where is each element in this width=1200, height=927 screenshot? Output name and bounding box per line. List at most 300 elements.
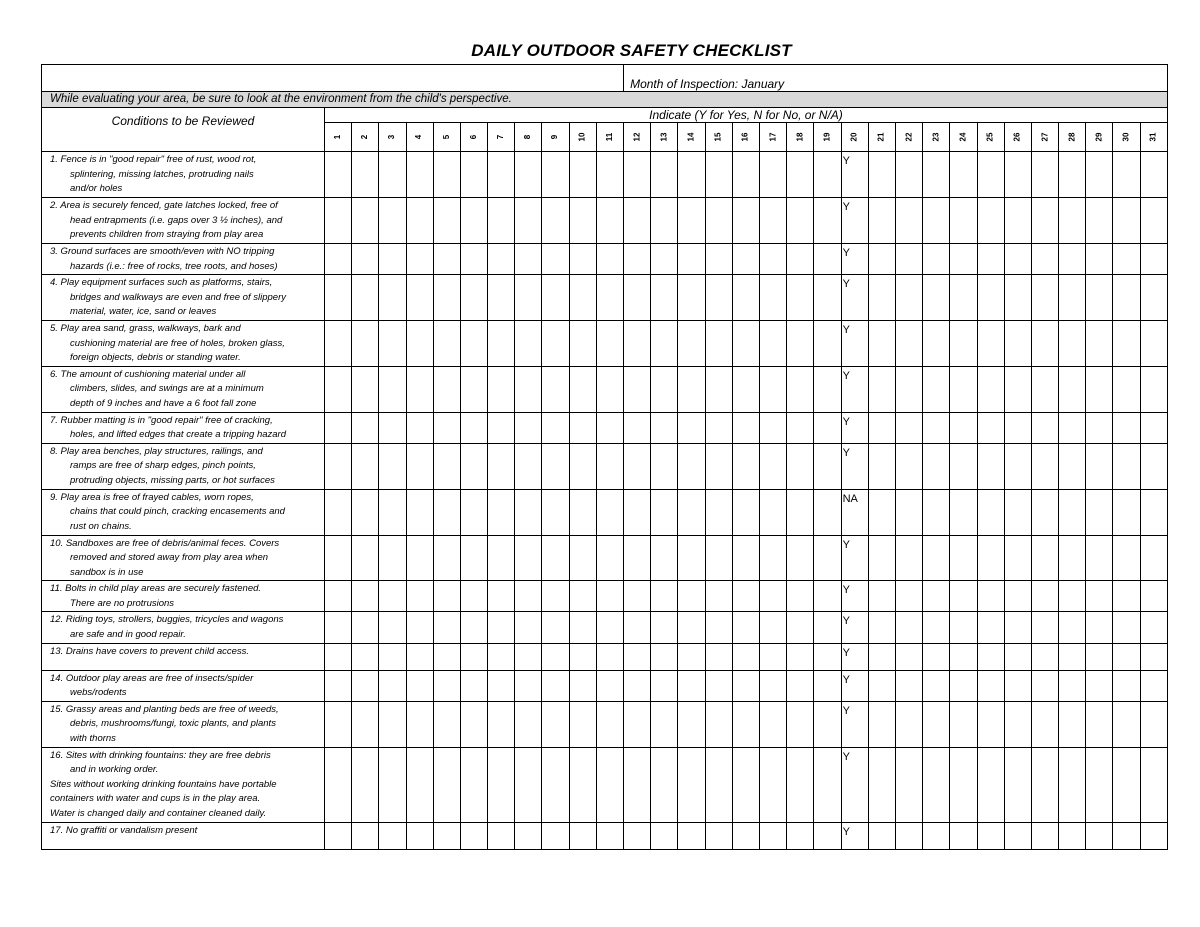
mark-cell-day-8[interactable]: [515, 443, 542, 489]
mark-cell-day-21[interactable]: [868, 822, 895, 849]
mark-cell-day-1[interactable]: [324, 366, 351, 412]
mark-cell-day-20[interactable]: [841, 822, 868, 849]
mark-cell-day-4[interactable]: [406, 443, 433, 489]
mark-cell-day-30[interactable]: [1113, 244, 1140, 275]
mark-cell-day-21[interactable]: [868, 412, 895, 443]
mark-cell-day-9[interactable]: [542, 670, 569, 701]
mark-cell-day-17[interactable]: [760, 275, 787, 321]
mark-cell-day-28[interactable]: [1059, 320, 1086, 366]
mark-cell-day-7[interactable]: [488, 198, 515, 244]
mark-cell-day-19[interactable]: [814, 822, 841, 849]
mark-cell-day-5[interactable]: [433, 670, 460, 701]
mark-cell-day-26[interactable]: [1004, 489, 1031, 535]
mark-cell-day-1[interactable]: [324, 412, 351, 443]
mark-cell-day-27[interactable]: [1031, 443, 1058, 489]
mark-cell-day-7[interactable]: [488, 747, 515, 822]
mark-cell-day-9[interactable]: [542, 535, 569, 581]
mark-cell-day-4[interactable]: [406, 366, 433, 412]
mark-cell-day-10[interactable]: [569, 643, 596, 670]
mark-cell-day-12[interactable]: [624, 412, 651, 443]
mark-cell-day-24[interactable]: [950, 535, 977, 581]
mark-cell-day-20[interactable]: [841, 643, 868, 670]
mark-cell-day-9[interactable]: [542, 643, 569, 670]
mark-cell-day-13[interactable]: [651, 320, 678, 366]
mark-cell-day-3[interactable]: [379, 643, 406, 670]
mark-cell-day-29[interactable]: [1086, 244, 1113, 275]
mark-cell-day-13[interactable]: [651, 670, 678, 701]
mark-cell-day-12[interactable]: [624, 701, 651, 747]
mark-cell-day-11[interactable]: [596, 747, 623, 822]
mark-cell-day-17[interactable]: [760, 320, 787, 366]
mark-cell-day-28[interactable]: [1059, 275, 1086, 321]
mark-cell-day-2[interactable]: [352, 412, 379, 443]
mark-cell-day-4[interactable]: [406, 612, 433, 643]
mark-cell-day-4[interactable]: [406, 412, 433, 443]
mark-cell-day-12[interactable]: [624, 822, 651, 849]
mark-cell-day-5[interactable]: [433, 244, 460, 275]
mark-cell-day-11[interactable]: [596, 670, 623, 701]
mark-cell-day-12[interactable]: [624, 443, 651, 489]
mark-cell-day-20[interactable]: [841, 275, 868, 321]
mark-cell-day-3[interactable]: [379, 412, 406, 443]
mark-cell-day-13[interactable]: [651, 701, 678, 747]
mark-cell-day-17[interactable]: [760, 643, 787, 670]
mark-cell-day-13[interactable]: [651, 643, 678, 670]
mark-cell-day-1[interactable]: [324, 244, 351, 275]
mark-cell-day-19[interactable]: [814, 670, 841, 701]
mark-cell-day-27[interactable]: [1031, 535, 1058, 581]
mark-cell-day-6[interactable]: [460, 275, 487, 321]
mark-cell-day-23[interactable]: [923, 443, 950, 489]
mark-cell-day-8[interactable]: [515, 612, 542, 643]
mark-cell-day-28[interactable]: [1059, 366, 1086, 412]
mark-cell-day-5[interactable]: [433, 535, 460, 581]
mark-cell-day-16[interactable]: [732, 412, 759, 443]
mark-cell-day-31[interactable]: [1140, 489, 1167, 535]
mark-cell-day-3[interactable]: [379, 670, 406, 701]
mark-cell-day-2[interactable]: [352, 198, 379, 244]
mark-cell-day-27[interactable]: [1031, 612, 1058, 643]
mark-cell-day-24[interactable]: [950, 747, 977, 822]
mark-cell-day-14[interactable]: [678, 612, 705, 643]
mark-cell-day-1[interactable]: [324, 320, 351, 366]
mark-cell-day-2[interactable]: [352, 244, 379, 275]
mark-cell-day-15[interactable]: [705, 747, 732, 822]
mark-cell-day-9[interactable]: [542, 747, 569, 822]
mark-cell-day-24[interactable]: [950, 412, 977, 443]
mark-cell-day-6[interactable]: [460, 535, 487, 581]
mark-cell-day-23[interactable]: [923, 412, 950, 443]
mark-cell-day-3[interactable]: [379, 320, 406, 366]
mark-cell-day-21[interactable]: [868, 275, 895, 321]
mark-cell-day-27[interactable]: [1031, 701, 1058, 747]
mark-cell-day-26[interactable]: [1004, 320, 1031, 366]
mark-cell-day-9[interactable]: [542, 366, 569, 412]
mark-cell-day-2[interactable]: [352, 320, 379, 366]
mark-cell-day-26[interactable]: [1004, 535, 1031, 581]
mark-cell-day-13[interactable]: [651, 822, 678, 849]
mark-cell-day-24[interactable]: [950, 670, 977, 701]
mark-cell-day-26[interactable]: [1004, 198, 1031, 244]
mark-cell-day-30[interactable]: [1113, 612, 1140, 643]
mark-cell-day-22[interactable]: [895, 443, 922, 489]
mark-cell-day-4[interactable]: [406, 670, 433, 701]
mark-cell-day-22[interactable]: [895, 275, 922, 321]
mark-cell-day-22[interactable]: [895, 701, 922, 747]
mark-cell-day-14[interactable]: [678, 412, 705, 443]
mark-cell-day-17[interactable]: [760, 535, 787, 581]
mark-cell-day-25[interactable]: [977, 581, 1004, 612]
mark-cell-day-31[interactable]: [1140, 366, 1167, 412]
mark-cell-day-16[interactable]: [732, 443, 759, 489]
mark-cell-day-2[interactable]: [352, 701, 379, 747]
mark-cell-day-10[interactable]: [569, 152, 596, 198]
mark-cell-day-29[interactable]: [1086, 489, 1113, 535]
mark-cell-day-28[interactable]: [1059, 612, 1086, 643]
mark-cell-day-8[interactable]: [515, 701, 542, 747]
mark-cell-day-1[interactable]: [324, 822, 351, 849]
mark-cell-day-11[interactable]: [596, 581, 623, 612]
mark-cell-day-16[interactable]: [732, 244, 759, 275]
mark-cell-day-20[interactable]: [841, 152, 868, 198]
mark-cell-day-11[interactable]: [596, 244, 623, 275]
mark-cell-day-18[interactable]: [787, 275, 814, 321]
mark-cell-day-14[interactable]: [678, 320, 705, 366]
mark-cell-day-27[interactable]: [1031, 275, 1058, 321]
mark-cell-day-9[interactable]: [542, 581, 569, 612]
mark-cell-day-31[interactable]: [1140, 670, 1167, 701]
mark-cell-day-19[interactable]: [814, 412, 841, 443]
mark-cell-day-15[interactable]: [705, 535, 732, 581]
mark-cell-day-14[interactable]: [678, 701, 705, 747]
mark-cell-day-7[interactable]: [488, 320, 515, 366]
mark-cell-day-21[interactable]: [868, 701, 895, 747]
mark-cell-day-17[interactable]: [760, 489, 787, 535]
mark-cell-day-25[interactable]: [977, 701, 1004, 747]
mark-cell-day-10[interactable]: [569, 489, 596, 535]
mark-cell-day-26[interactable]: [1004, 670, 1031, 701]
mark-cell-day-29[interactable]: [1086, 701, 1113, 747]
mark-cell-day-17[interactable]: [760, 152, 787, 198]
mark-cell-day-31[interactable]: [1140, 275, 1167, 321]
mark-cell-day-22[interactable]: [895, 822, 922, 849]
mark-cell-day-6[interactable]: [460, 198, 487, 244]
mark-cell-day-31[interactable]: [1140, 412, 1167, 443]
mark-cell-day-24[interactable]: [950, 701, 977, 747]
mark-cell-day-9[interactable]: [542, 701, 569, 747]
mark-cell-day-18[interactable]: [787, 412, 814, 443]
mark-cell-day-14[interactable]: [678, 366, 705, 412]
mark-cell-day-22[interactable]: [895, 747, 922, 822]
mark-cell-day-19[interactable]: [814, 489, 841, 535]
mark-cell-day-21[interactable]: [868, 535, 895, 581]
mark-cell-day-17[interactable]: [760, 443, 787, 489]
mark-cell-day-8[interactable]: [515, 244, 542, 275]
mark-cell-day-29[interactable]: [1086, 443, 1113, 489]
mark-cell-day-12[interactable]: [624, 581, 651, 612]
mark-cell-day-11[interactable]: [596, 701, 623, 747]
mark-cell-day-8[interactable]: [515, 581, 542, 612]
mark-cell-day-15[interactable]: [705, 581, 732, 612]
mark-cell-day-10[interactable]: [569, 244, 596, 275]
mark-cell-day-4[interactable]: [406, 822, 433, 849]
mark-cell-day-6[interactable]: [460, 320, 487, 366]
mark-cell-day-15[interactable]: [705, 822, 732, 849]
mark-cell-day-16[interactable]: [732, 275, 759, 321]
mark-cell-day-17[interactable]: [760, 244, 787, 275]
mark-cell-day-23[interactable]: [923, 152, 950, 198]
mark-cell-day-20[interactable]: [841, 612, 868, 643]
mark-cell-day-8[interactable]: [515, 412, 542, 443]
mark-cell-day-3[interactable]: [379, 822, 406, 849]
mark-cell-day-22[interactable]: [895, 412, 922, 443]
mark-cell-day-26[interactable]: [1004, 701, 1031, 747]
mark-cell-day-31[interactable]: [1140, 320, 1167, 366]
mark-cell-day-26[interactable]: [1004, 275, 1031, 321]
mark-cell-day-21[interactable]: [868, 443, 895, 489]
mark-cell-day-27[interactable]: [1031, 320, 1058, 366]
mark-cell-day-16[interactable]: [732, 535, 759, 581]
mark-cell-day-28[interactable]: [1059, 581, 1086, 612]
mark-cell-day-19[interactable]: [814, 612, 841, 643]
mark-cell-day-5[interactable]: [433, 701, 460, 747]
mark-cell-day-12[interactable]: [624, 612, 651, 643]
mark-cell-day-4[interactable]: [406, 244, 433, 275]
mark-cell-day-20[interactable]: [841, 701, 868, 747]
mark-cell-day-3[interactable]: [379, 244, 406, 275]
mark-cell-day-23[interactable]: [923, 822, 950, 849]
mark-cell-day-18[interactable]: [787, 198, 814, 244]
mark-cell-day-29[interactable]: [1086, 747, 1113, 822]
mark-cell-day-7[interactable]: [488, 152, 515, 198]
mark-cell-day-16[interactable]: [732, 152, 759, 198]
mark-cell-day-17[interactable]: [760, 366, 787, 412]
mark-cell-day-21[interactable]: [868, 489, 895, 535]
mark-cell-day-24[interactable]: [950, 612, 977, 643]
mark-cell-day-14[interactable]: [678, 535, 705, 581]
mark-cell-day-25[interactable]: [977, 443, 1004, 489]
mark-cell-day-2[interactable]: [352, 670, 379, 701]
mark-cell-day-3[interactable]: [379, 581, 406, 612]
mark-cell-day-5[interactable]: [433, 198, 460, 244]
mark-cell-day-9[interactable]: [542, 244, 569, 275]
mark-cell-day-18[interactable]: [787, 670, 814, 701]
mark-cell-day-9[interactable]: [542, 612, 569, 643]
mark-cell-day-13[interactable]: [651, 244, 678, 275]
mark-cell-day-13[interactable]: [651, 275, 678, 321]
mark-cell-day-9[interactable]: [542, 275, 569, 321]
mark-cell-day-30[interactable]: [1113, 275, 1140, 321]
mark-cell-day-30[interactable]: [1113, 670, 1140, 701]
mark-cell-day-21[interactable]: [868, 320, 895, 366]
mark-cell-day-27[interactable]: [1031, 581, 1058, 612]
mark-cell-day-30[interactable]: [1113, 443, 1140, 489]
mark-cell-day-29[interactable]: [1086, 643, 1113, 670]
mark-cell-day-3[interactable]: [379, 275, 406, 321]
mark-cell-day-22[interactable]: [895, 612, 922, 643]
mark-cell-day-10[interactable]: [569, 320, 596, 366]
mark-cell-day-21[interactable]: [868, 612, 895, 643]
mark-cell-day-11[interactable]: [596, 489, 623, 535]
mark-cell-day-3[interactable]: [379, 747, 406, 822]
mark-cell-day-12[interactable]: [624, 489, 651, 535]
mark-cell-day-16[interactable]: [732, 581, 759, 612]
mark-cell-day-28[interactable]: [1059, 489, 1086, 535]
mark-cell-day-18[interactable]: [787, 244, 814, 275]
mark-cell-day-14[interactable]: [678, 443, 705, 489]
mark-cell-day-2[interactable]: [352, 489, 379, 535]
mark-cell-day-27[interactable]: [1031, 366, 1058, 412]
mark-cell-day-5[interactable]: [433, 581, 460, 612]
mark-cell-day-14[interactable]: [678, 747, 705, 822]
mark-cell-day-4[interactable]: [406, 747, 433, 822]
mark-cell-day-16[interactable]: [732, 366, 759, 412]
mark-cell-day-19[interactable]: [814, 320, 841, 366]
mark-cell-day-29[interactable]: [1086, 822, 1113, 849]
mark-cell-day-7[interactable]: [488, 443, 515, 489]
mark-cell-day-30[interactable]: [1113, 320, 1140, 366]
mark-cell-day-31[interactable]: [1140, 535, 1167, 581]
mark-cell-day-30[interactable]: [1113, 535, 1140, 581]
mark-cell-day-21[interactable]: [868, 747, 895, 822]
mark-cell-day-22[interactable]: [895, 489, 922, 535]
mark-cell-day-7[interactable]: [488, 670, 515, 701]
mark-cell-day-4[interactable]: [406, 535, 433, 581]
mark-cell-day-22[interactable]: [895, 366, 922, 412]
mark-cell-day-27[interactable]: [1031, 670, 1058, 701]
mark-cell-day-12[interactable]: [624, 152, 651, 198]
mark-cell-day-10[interactable]: [569, 443, 596, 489]
mark-cell-day-6[interactable]: [460, 670, 487, 701]
mark-cell-day-6[interactable]: [460, 701, 487, 747]
mark-cell-day-15[interactable]: [705, 701, 732, 747]
mark-cell-day-11[interactable]: [596, 643, 623, 670]
mark-cell-day-29[interactable]: [1086, 366, 1113, 412]
mark-cell-day-5[interactable]: [433, 612, 460, 643]
mark-cell-day-7[interactable]: [488, 643, 515, 670]
mark-cell-day-9[interactable]: [542, 320, 569, 366]
mark-cell-day-29[interactable]: [1086, 198, 1113, 244]
mark-cell-day-11[interactable]: [596, 320, 623, 366]
mark-cell-day-14[interactable]: [678, 643, 705, 670]
mark-cell-day-18[interactable]: [787, 643, 814, 670]
mark-cell-day-6[interactable]: [460, 366, 487, 412]
mark-cell-day-27[interactable]: [1031, 412, 1058, 443]
mark-cell-day-29[interactable]: [1086, 670, 1113, 701]
mark-cell-day-23[interactable]: [923, 747, 950, 822]
mark-cell-day-18[interactable]: [787, 366, 814, 412]
mark-cell-day-8[interactable]: [515, 747, 542, 822]
mark-cell-day-2[interactable]: [352, 581, 379, 612]
mark-cell-day-31[interactable]: [1140, 612, 1167, 643]
mark-cell-day-20[interactable]: [841, 747, 868, 822]
mark-cell-day-11[interactable]: [596, 152, 623, 198]
mark-cell-day-8[interactable]: [515, 320, 542, 366]
mark-cell-day-4[interactable]: [406, 701, 433, 747]
mark-cell-day-3[interactable]: [379, 443, 406, 489]
mark-cell-day-28[interactable]: [1059, 701, 1086, 747]
mark-cell-day-5[interactable]: [433, 822, 460, 849]
mark-cell-day-22[interactable]: [895, 244, 922, 275]
mark-cell-day-17[interactable]: [760, 412, 787, 443]
mark-cell-day-3[interactable]: [379, 198, 406, 244]
mark-cell-day-11[interactable]: [596, 275, 623, 321]
mark-cell-day-23[interactable]: [923, 198, 950, 244]
mark-cell-day-7[interactable]: [488, 489, 515, 535]
mark-cell-day-13[interactable]: [651, 412, 678, 443]
mark-cell-day-12[interactable]: [624, 670, 651, 701]
mark-cell-day-1[interactable]: [324, 747, 351, 822]
mark-cell-day-3[interactable]: [379, 489, 406, 535]
mark-cell-day-31[interactable]: [1140, 198, 1167, 244]
mark-cell-day-12[interactable]: [624, 366, 651, 412]
mark-cell-day-1[interactable]: [324, 535, 351, 581]
mark-cell-day-27[interactable]: [1031, 198, 1058, 244]
mark-cell-day-22[interactable]: [895, 320, 922, 366]
mark-cell-day-10[interactable]: [569, 275, 596, 321]
mark-cell-day-17[interactable]: [760, 581, 787, 612]
mark-cell-day-4[interactable]: [406, 643, 433, 670]
mark-cell-day-24[interactable]: [950, 366, 977, 412]
mark-cell-day-18[interactable]: [787, 443, 814, 489]
mark-cell-day-15[interactable]: [705, 152, 732, 198]
mark-cell-day-25[interactable]: [977, 670, 1004, 701]
mark-cell-day-30[interactable]: [1113, 366, 1140, 412]
mark-cell-day-29[interactable]: [1086, 412, 1113, 443]
mark-cell-day-30[interactable]: [1113, 198, 1140, 244]
mark-cell-day-21[interactable]: [868, 244, 895, 275]
mark-cell-day-2[interactable]: [352, 443, 379, 489]
mark-cell-day-25[interactable]: [977, 412, 1004, 443]
mark-cell-day-13[interactable]: [651, 612, 678, 643]
mark-cell-day-23[interactable]: [923, 489, 950, 535]
mark-cell-day-12[interactable]: [624, 643, 651, 670]
mark-cell-day-25[interactable]: [977, 747, 1004, 822]
mark-cell-day-18[interactable]: [787, 535, 814, 581]
mark-cell-day-6[interactable]: [460, 581, 487, 612]
mark-cell-day-19[interactable]: [814, 366, 841, 412]
mark-cell-day-24[interactable]: [950, 198, 977, 244]
mark-cell-day-25[interactable]: [977, 366, 1004, 412]
mark-cell-day-19[interactable]: [814, 701, 841, 747]
mark-cell-day-20[interactable]: [841, 489, 868, 535]
mark-cell-day-2[interactable]: [352, 822, 379, 849]
mark-cell-day-28[interactable]: [1059, 412, 1086, 443]
mark-cell-day-26[interactable]: [1004, 412, 1031, 443]
mark-cell-day-26[interactable]: [1004, 822, 1031, 849]
mark-cell-day-3[interactable]: [379, 366, 406, 412]
mark-cell-day-4[interactable]: [406, 489, 433, 535]
mark-cell-day-26[interactable]: [1004, 244, 1031, 275]
mark-cell-day-15[interactable]: [705, 443, 732, 489]
mark-cell-day-8[interactable]: [515, 275, 542, 321]
mark-cell-day-8[interactable]: [515, 198, 542, 244]
mark-cell-day-12[interactable]: [624, 747, 651, 822]
mark-cell-day-27[interactable]: [1031, 643, 1058, 670]
mark-cell-day-8[interactable]: [515, 670, 542, 701]
mark-cell-day-13[interactable]: [651, 535, 678, 581]
mark-cell-day-3[interactable]: [379, 535, 406, 581]
mark-cell-day-1[interactable]: [324, 612, 351, 643]
mark-cell-day-15[interactable]: [705, 366, 732, 412]
mark-cell-day-2[interactable]: [352, 535, 379, 581]
mark-cell-day-2[interactable]: [352, 152, 379, 198]
mark-cell-day-28[interactable]: [1059, 443, 1086, 489]
mark-cell-day-28[interactable]: [1059, 670, 1086, 701]
mark-cell-day-9[interactable]: [542, 412, 569, 443]
mark-cell-day-15[interactable]: [705, 412, 732, 443]
mark-cell-day-11[interactable]: [596, 366, 623, 412]
